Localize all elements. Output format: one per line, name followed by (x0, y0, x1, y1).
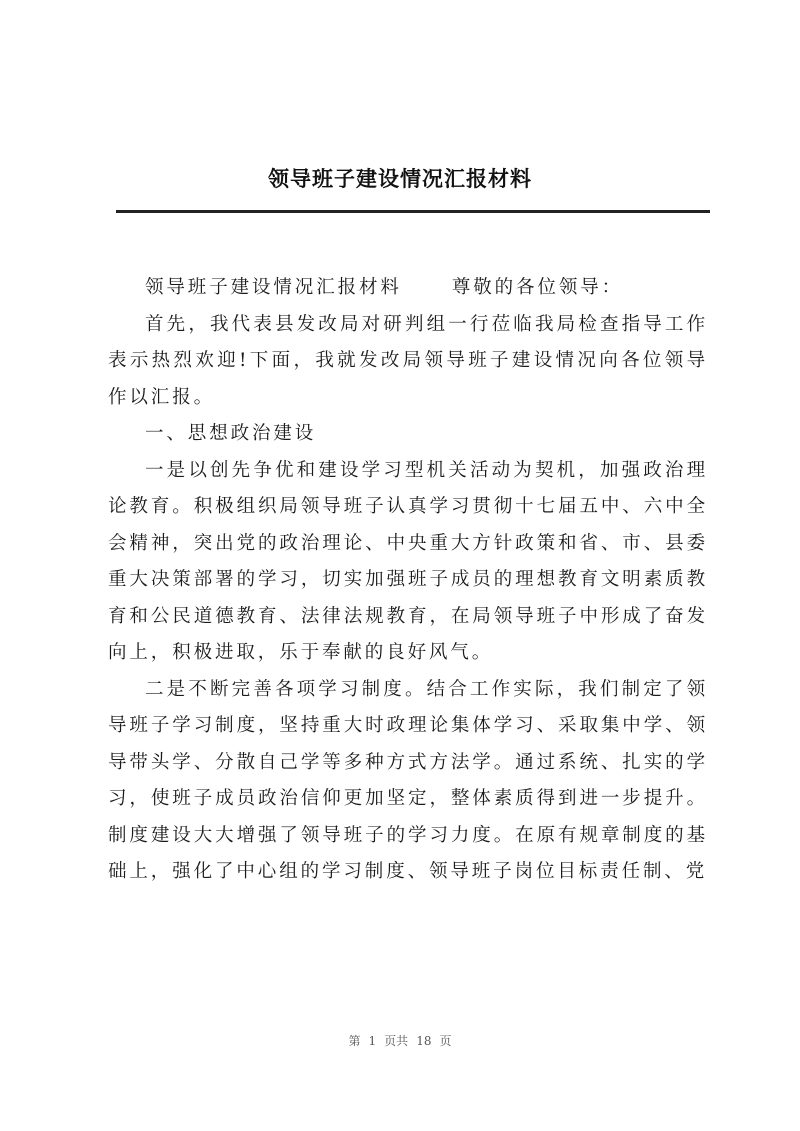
intro-greeting: 尊敬的各位领导： (451, 277, 624, 298)
intro-paragraph (108, 270, 708, 307)
paragraph-study-system: 二是不断完善各项学习制度。结合工作实际，我们制定了领导班子学习制度，坚持重大时政理论集体学习、采取集中学、领导带头学、分散自己学等多种方式方法学。通过系统、扎实的学习，使班子成员政治信仰更加坚定，整体素质得到进一步提升。制度建设大大增强了领导班子的学习力度。在原有规章制度的基础上，强化了中心组的学习制度、领导班子岗位目标责任制、党 (108, 678, 708, 882)
document-title: 领导班子建设情况汇报材料 (268, 167, 532, 191)
document-body (108, 270, 708, 891)
page-footer (0, 1032, 800, 1049)
intro-lead: 领导班子建设情况汇报材料 (145, 277, 402, 298)
footer-total-pages: 18 (416, 1034, 432, 1048)
paragraph-theory-education: 一是以创先争优和建设学习型机关活动为契机，加强政治理论教育。积极组织局领导班子认真学习贯彻十七届五中、六中全会精神，突出党的政治理论、中央重大方针政策和省、市、县委重大决策部署的学习，切实加强班子成员的理想教育文明素质教育和公民道德教育、法律法规教育，在局领导班子中形成了奋发向上，积极进取，乐于奉献的良好风气。 (108, 459, 708, 663)
footer-suffix: 页 (439, 1034, 452, 1048)
footer-prefix: 第 (348, 1034, 361, 1048)
footer-page-number: 1 (368, 1034, 377, 1048)
footer-middle: 页共 (384, 1034, 409, 1048)
paragraph-opening: 首先，我代表县发改局对研判组一行莅临我局检查指导工作表示热烈欢迎!下面，我就发改局领导班子建设情况向各位领导作以汇报。 (108, 313, 708, 408)
title-underline (116, 210, 710, 213)
section-heading: 一、思想政治建设 (145, 423, 317, 444)
